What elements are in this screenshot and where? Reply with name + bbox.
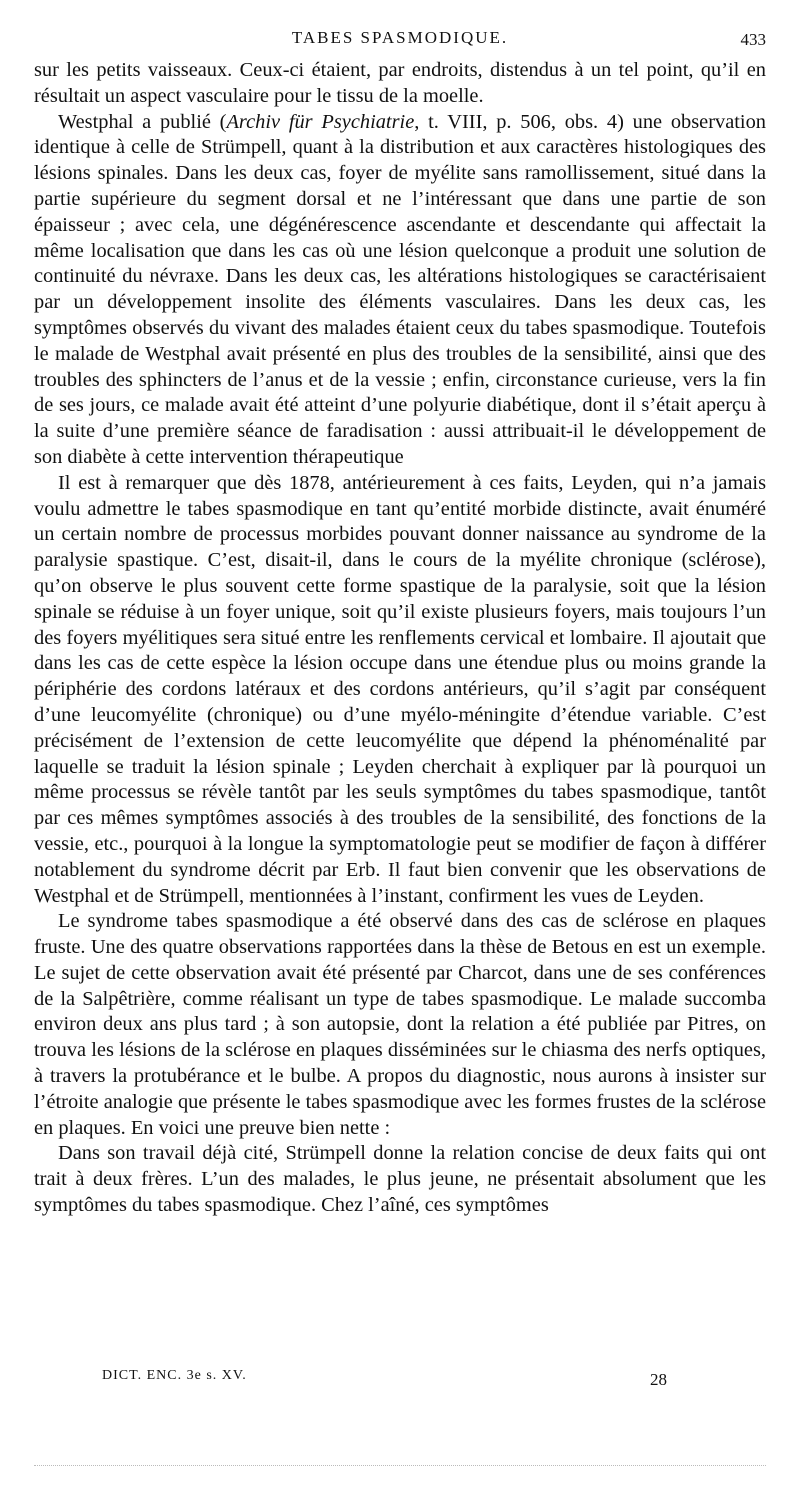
- paragraph-westphal: [34, 110, 766, 471]
- page-number: 433: [740, 30, 766, 49]
- printer-signature: DICT. ENC. 3e s. XV.: [102, 1368, 247, 1383]
- sheet-number: 28: [650, 1370, 667, 1389]
- body-text: [34, 58, 766, 1219]
- paragraph-sclerose: Le syndrome tabes spasmodique a été observé dans des cas de sclérose en plaques fruste. Une des quatre observations rapportées dans la thèse de Betous en est un exemple. Le sujet de cette observation avait été présenté par Charcot, dans une de ses conférences de la Salpêtrière, comme réalisant un type de tabes spasmodique. Le malade succomba environ deux ans plus tard ; à son autopsie, dont la relation a été publiée par Pitres, on trouva les lésions de la sclérose en plaques disséminées sur le chiasma des nerfs optiques, à travers la protubérance et le bulbe. A propos du diagnostic, nous aurons à insister sur l’étroite analogie que présente le tabes spasmodique avec les formes frustes de la sclérose en plaques. En voici une preuve bien nette :: [34, 910, 766, 1139]
- running-title: TABES SPASMODIQUE.: [291, 28, 509, 47]
- paragraph-continuation: sur les petits vaisseaux. Ceux-ci étaient, par endroits, distendus à un tel point, qu’il en résultait un aspect vasculaire pour le tissu de la moelle.: [34, 59, 766, 107]
- paragraph-westphal-lead: Westphal a publié (: [58, 110, 227, 133]
- paragraph-westphal-rest: , t. VIII, p. 506, obs. 4) une observation identique à celle de Strümpell, quant à la distribution et aux caractères histologiques des lésions spinales. Dans les deux cas, foyer de myélite sans ramollissement, situé dans la partie supérieure du segment dorsal et ne l’intéressant que dans une partie de son épaisseur ; avec cela, une dégénérescence ascendante et descendante qui affectait la même localisation que dans les cas où une lésion quelconque a produit une solution de continuité du névraxe. Dans les deux cas, les altérations histologiques se caractérisaient par un développement insolite des éléments vasculaires. Dans les deux cas, les symptômes observés du vivant des malades étaient ceux du tabes spasmodique. Toutefois le malade de Westphal avait présenté en plus des troubles de la sensibilité, ainsi que des troubles des sphincters de l’anus et de la vessie ; enfin, circonstance curieuse, vers la fin de ses jours, ce malade avait été atteint d’une polyurie diabétique, dont il s’était aperçu à la suite d’une première séance de faradisation : aussi attribuait-il le développement de son diabète à cette intervention thérapeutique: [34, 110, 766, 468]
- bottom-rule: [34, 1465, 766, 1466]
- journal-citation: Archiv für Psychiatrie: [226, 110, 415, 133]
- paragraph-leyden: Il est à remarquer que dès 1878, antérieurement à ces faits, Leyden, qui n’a jamais voulu admettre le tabes spasmodique en tant qu’entité morbide distincte, avait énuméré un certain nombre de processus morbides pouvant donner naissance au syndrome de la paralysie spastique. C’est, disait-il, dans le cours de la myélite chronique (sclérose), qu’on observe le plus souvent cette forme spastique de la paralysie, soit que la lésion spinale se réduise à un foyer unique, soit qu’il existe plusieurs foyers, mais toujours l’un des foyers myélitiques sera situé entre les renflements cervical et lombaire. Il ajoutait que dans les cas de cette espèce la lésion occupe dans une étendue plus ou moins grande la périphérie des cordons latéraux et des cordons antérieurs, qu’il s’agit par conséquent d’une leucomyélite (chronique) ou d’une myélo-méningite d’étendue variable. C’est précisément de l’extension de cette leucomyélite que dépend la phénoménalité par laquelle se traduit la lésion spinale ; Leyden cherchait à expliquer par là pourquoi un même processus se révèle tantôt par les seuls symptômes du tabes spasmodique, tantôt par ces mêmes symptômes associés à des troubles de la sensibilité, des fonctions de la vessie, etc., pourquoi à la longue la symptomatologie peut se modifier de façon à différer notablement du syndrome décrit par Erb. Il faut bien convenir que les observations de Westphal et de Strümpell, mentionnées à l’instant, confirment les vues de Leyden.: [34, 471, 766, 907]
- page-footer: [34, 1364, 766, 1394]
- running-head: [34, 22, 766, 52]
- paragraph-strumpell: Dans son travail déjà cité, Strümpell donne la relation concise de deux faits qui ont trait à deux frères. L’un des malades, le plus jeune, ne présentait absolument que les symptômes du tabes spasmodique. Chez l’aîné, ces symptômes: [34, 1142, 766, 1217]
